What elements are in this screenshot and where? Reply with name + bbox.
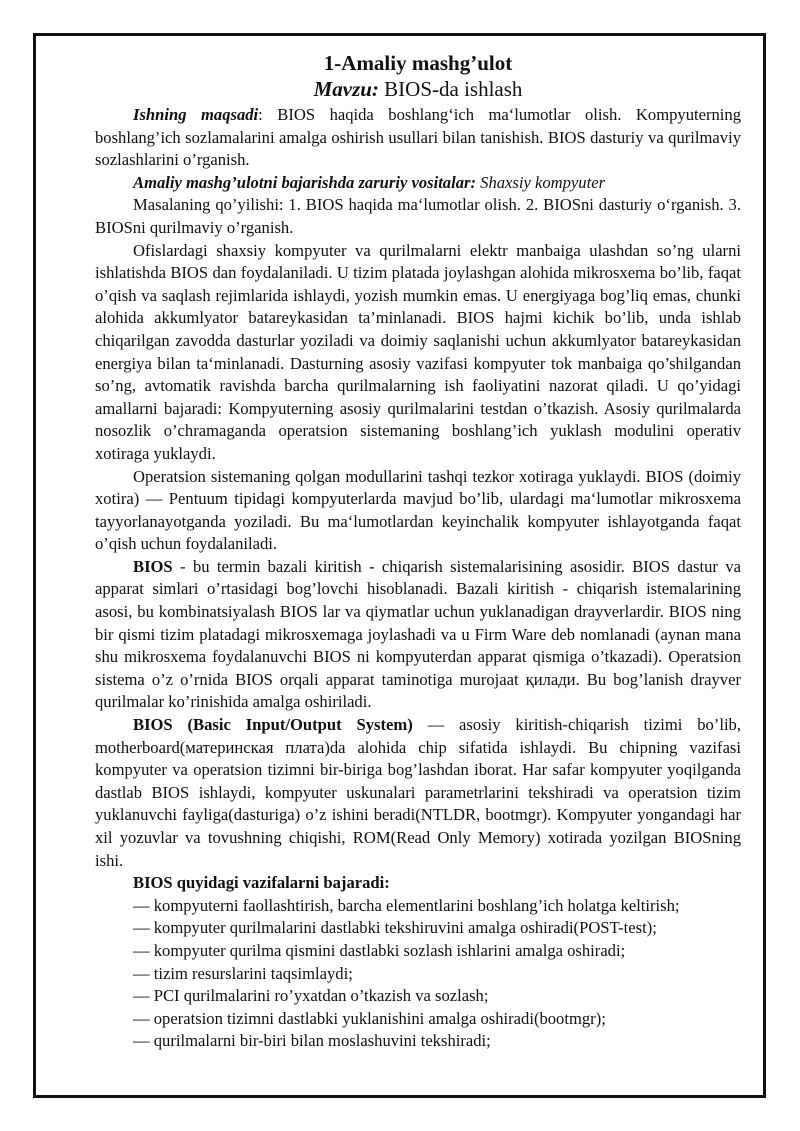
paragraph-bios-term xyxy=(95,556,741,714)
bios-term-label: BIOS xyxy=(133,556,173,576)
bios-definition-text: — asosiy kiritish-chiqarish tizimi bo’lib, motherboard(материнская плата)da alohida chip sifatida ishlaydi. Bu chipning vazifasi kompyuter va operatsion tizimni bir-biriga bog’lashdan iborat. Har safar kompyuter yoqilganda dastlab BIOS ishlaydi, kompyuter uskunalari parametrlarini tekshiradi va operatsion tizim yuklanuvchi fayliga(dasturiga) o’z ishini beradi(NTLDR, bootmgr). Kompyuter yongandagi har xil yozuvlar va tovushning chiqishi, ROM(Read Only Memory) xotirada yozilgan BIOSning ishi. xyxy=(95,715,741,870)
subtitle-label: Mavzu: xyxy=(313,77,379,101)
page-subtitle xyxy=(95,76,741,102)
paragraph-os-modules: Operatsion sistemaning qolgan modullarini tashqi tezkor xotiraga yuklaydi. BIOS (doimiy xotira) — Pentuum tipidagi kompyuterlarda mavjud bo’lib, ulardagi ma‘lumotlar mikrosxema tayyorlanayotganda yoziladi. Bu ma‘lumotlardan keyinchalik kompyuter ishlayotganda faqat o’qish uchun foydalaniladi. xyxy=(95,466,741,554)
goal-text: : BIOS haqida boshlang‘ich ma‘lumotlar olish. Kompyuterning boshlang’ich sozlamalarini amalga oshirish usullari bilan tanishish. BIOS dasturiy va qurilmaviy sozlashlarini o’rganish. xyxy=(95,105,741,170)
goal-label: Ishning maqsadi xyxy=(133,105,259,124)
list-item: — operatsion tizimni dastlabki yuklanishini amalga oshiradi(bootmgr); xyxy=(133,1008,606,1028)
bios-term-text: - bu termin bazali kiritish - chiqarish sistemalarisining asosidir. BIOS dastur va apparat simlari o’rtasidagi bog’lovchi hisoblanadi. Bazali kiritish - chiqarish istemalarining asosi, bu kombinatsiyalash BIOS lar va qiymatlar uchun yuklanadigan drayverlardir. BIOS ning bir qismi tizim platadagi mikrosxemaga joylashadi va u Firm Ware deb nomlanadi (aynan mana shu mikrosxema foydalanuvchi BIOS ni kompyuterdan apparat qismiga o’tkazadi). Operatsion sistema o’z o’rnida BIOS orqali apparat taminotiga murojaat қилади. Bu bog’lanish drayver qurilmalar ko’rinishida amalga oshiriladi. xyxy=(95,556,741,712)
document-body xyxy=(95,50,741,1053)
page-title: 1-Amaliy mashg’ulot xyxy=(323,51,513,75)
paragraph-goal xyxy=(95,104,741,172)
list-item: — kompyuter qurilmalarini dastlabki tekshiruvini amalga oshiradi(POST-test); xyxy=(133,918,657,938)
list-item: — qurilmalarni bir-biri bilan moslashuvini tekshiradi; xyxy=(133,1031,491,1051)
list-item: — kompyuter qurilma qismini dastlabki sozlash ishlarini amalga oshiradi; xyxy=(133,940,626,960)
bios-definition-label: BIOS (Basic Input/Output System) xyxy=(133,715,413,735)
tools-label: Amaliy mashg’ulotni bajarishda zaruriy vositalar: xyxy=(133,172,476,192)
list-item: — kompyuterni faollashtirish, barcha elementlarini boshlang’ich holatga keltirish; xyxy=(133,895,680,915)
paragraph-bios-definition xyxy=(95,714,741,872)
paragraph-intro: Ofislardagi shaxsiy kompyuter va qurilmalarni elektr manbaiga ulashdan so’ng ularni ishlatishda BIOS dan foydalaniladi. U tizim platada joylashgan alohida mikrosxema bo’lib, faqat o’qish va saqlash rejimlarida ishlaydi, yozish mumkin emas. U energiyaga bog’liq emas, chunki alohida akkumlyator batareykasidan ta’minlanadi. BIOS hajmi kichik bo’lib, unda ishlab chiqarilgan zavodda dasturlar yoziladi va doimiy saqlanishi uchun akkumlyator batareykasidan energiya bilan ta‘minlanadi. Dasturning asosiy vazifasi kompyuter tok manbaiga qo’shilgandan so’ng, avtomatik ravishda barcha qurilmalarning ish faoliyatini nazorat qiladi. U qo’yidagi amallarni bajaradi: Kompyuterning asosiy qurilmalarini testdan o’tkazish. Asosiy qurilmalarda nosozlik o’chramaganda operatsion sistemaning boshlang’ich yuklash modulini operativ xotiraga yuklaydi. xyxy=(95,240,741,463)
subtitle-text: BIOS-da ishlash xyxy=(378,77,523,101)
tools-text: Shaxsiy kompyuter xyxy=(476,172,606,192)
paragraph-task: Masalaning qo’yilishi: 1. BIOS haqida ma‘lumotlar olish. 2. BIOSni dasturiy o‘rganish. 3. BIOSni qurilmaviy o’rganish. xyxy=(95,195,741,237)
list-item: — tizim resurslarini taqsimlaydi; xyxy=(133,963,353,983)
functions-heading: BIOS quyidagi vazifalarni bajaradi: xyxy=(133,873,390,893)
list-item: — PCI qurilmalarini ro’yxatdan o’tkazish va sozlash; xyxy=(133,986,489,1006)
paragraph-tools xyxy=(95,172,741,195)
